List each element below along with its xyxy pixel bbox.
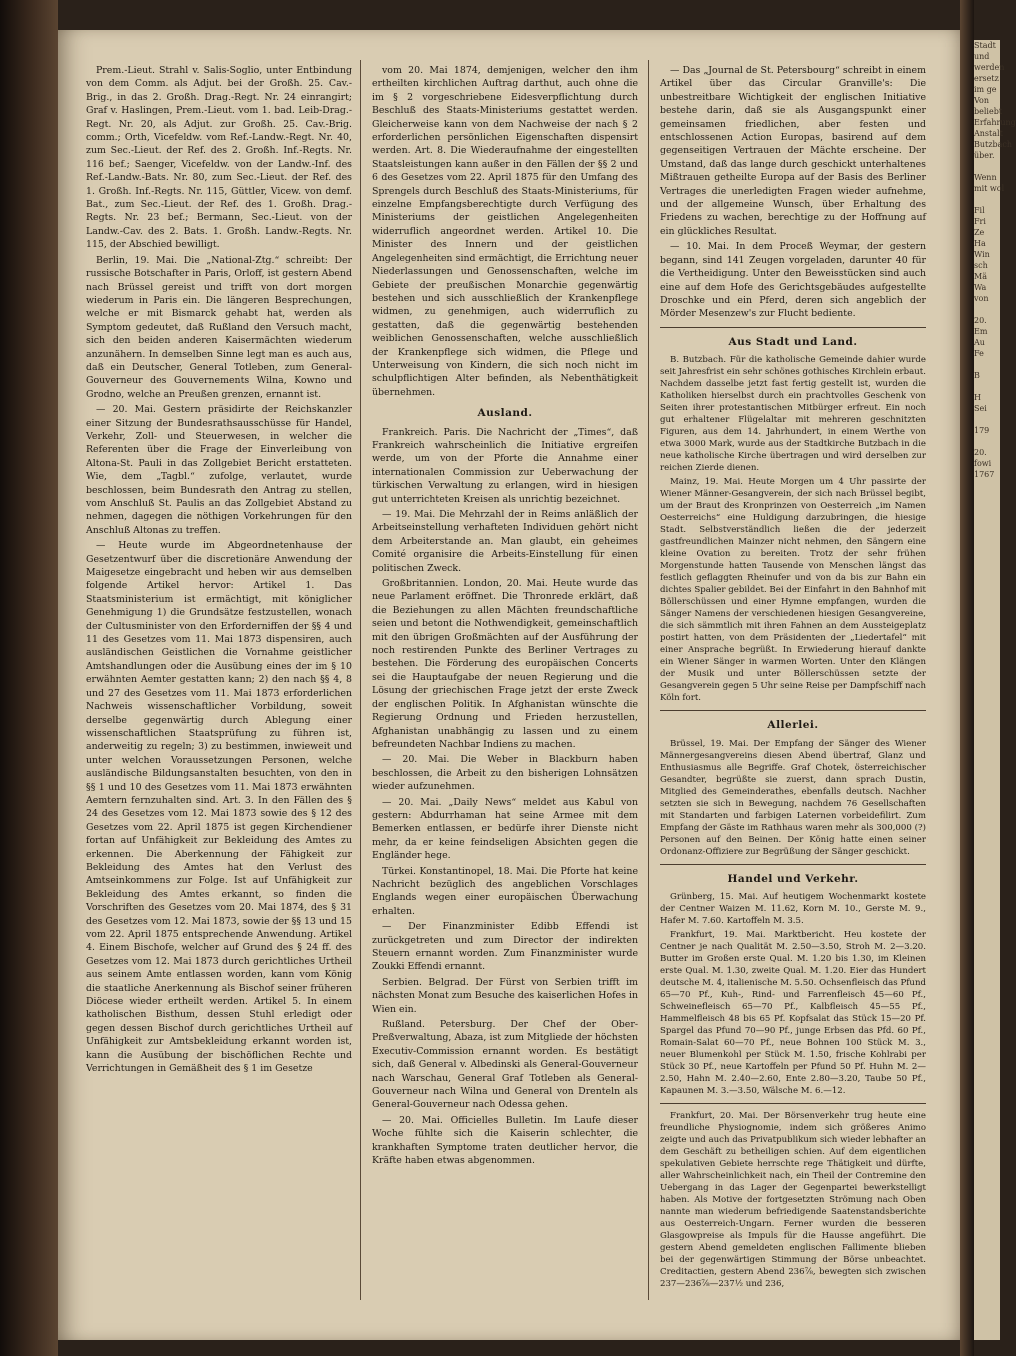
adjacent-page-fragment: Fe (974, 349, 984, 358)
paragraph: — 20. Mai. „Daily News“ meldet aus Kabul von gestern: Abdurrhaman hat seine Armee mit dem Bemerken entlassen, er bedürfe ihrer Dienste nicht mehr, da er keine feindseligen Absichten gegen die Engländer hege. (372, 796, 638, 862)
adjacent-page-fragment: Ha (974, 239, 986, 248)
adjacent-page-fragment: Anstalt (974, 129, 1003, 138)
adjacent-page-fragment: 20. (974, 448, 987, 457)
column-rule (648, 60, 649, 1300)
trade-news (660, 891, 926, 1290)
adjacent-page-fragment: Win (974, 250, 990, 259)
adjacent-page-fragment: Mä (974, 272, 987, 281)
column-rule (360, 60, 361, 1300)
paragraph: B. Butzbach. Für die katholische Gemeinde dahier wurde seit Jahresfrist ein sehr schönes gothisches Kirchlein erbaut. Nachdem dasselbe jetzt fast fertig gestellt ist, wurden die Katholiken hierselbst durch ein prachtvolles Geschenk von Seiten ihrer protestantischen Mitbürger erfreut. Ein noch gut erhaltener Flügelaltar mit mehreren geschnitzten Figuren, aus dem 14. Jahrhundert, in einem Werthe von etwa 3000 Mark, wurde aus der Stadtkirche Butzbach in die neue katholische Kirche übertragen und wird derselben zur reichen Zierde dienen. (660, 355, 926, 474)
section-heading-handel: Handel und Verkehr. (727, 872, 859, 885)
paragraph: Grünberg, 15. Mai. Auf heutigem Wochenmarkt kostete der Centner Waizen M. 11.62, Korn M. 10., Gerste M. 9., Hafer M. 7.60. Kartoffeln M. 3.5. (660, 891, 926, 926)
paragraph: Großbritannien. London, 20. Mai. Heute wurde das neue Parlament eröffnet. Die Thronrede erklärt, daß die Beziehungen zu allen Mächten freundschaftliche seien und betont die Nothwendigkeit, gemeinschaftlich mit den übrigen Großmächten auf der Ausführung der noch restirenden Punkte des Berliner Vertrages zu bestehen. Die Förderung des europäischen Concerts sei die Hauptaufgabe der neuen Regierung und die Lösung der griechischen Frage jetzt der erste Zweck der englischen Politik. In Afghanistan wünschte die Regierung Ordnung und Frieden herzustellen, Afghanistan unabhängig zu lassen und zu einem befreundeten Nachbar Indiens zu machen. (372, 578, 638, 750)
column-3 (660, 64, 926, 1300)
adjacent-page-fragment (974, 359, 1000, 370)
adjacent-page-edge (974, 40, 1016, 1340)
adjacent-page-fragment: fowi (974, 459, 992, 468)
adjacent-page-fragment (974, 436, 1000, 447)
page-gutter (960, 0, 974, 1356)
adjacent-page-fragment: und (974, 52, 990, 61)
adjacent-page-fragment: Ze (974, 228, 985, 237)
paragraph: Frankreich. Paris. Die Nachricht der „Times“, daß Frankreich wahrscheinlich die Initiative ergreifen werde, um von der Pforte die Annahme einer internationalen Commission zur Ueberwachung der türkischen Verwaltung zu erlangen, wird in hiesigen gut unterrichteten Kreisen als unrichtig bezeichnet. (372, 426, 638, 505)
adjacent-page-fragment: ersetz (974, 74, 999, 83)
adjacent-page-fragment: beliebt (974, 107, 1003, 116)
paragraph: — Heute wurde im Abgeordnetenhause der Gesetzentwurf über die discretionäre Anwendung der Maigesetze eingebracht und heben wir aus demselben folgende Artikel hervor: Artikel 1. Das Staatsministerium ist ermächtigt, mit königlicher Genehmigung 1) die Grundsätze festzustellen, wonach der Cultusminister von den Erforderniffen der §§ 4 und 11 des Gesetzes vom 11. Mai 1873 dispensiren, auch ausländischen Geistlichen die Vornahme geistlicher Amtshandlungen oder die Ausübung eines der im § 10 erwähnten Aemter gestatten kann; 2) den nach §§ 4, 8 und 27 des Gesetzes vom 11. Mai 1873 erforderlichen Nachweis wissenschaftlicher Vorbildung, soweit derselbe gegenwärtig durch Ablegung einer wissenschaftlichen Staatsprüfung zu führen ist, anderweitig zu regeln; 3) zu bestimmen, inwieweit und unter welchen Voraussetzungen Personen, welche ausländische Bildungsanstalten besuchten, von den in §§ 1 und 10 des Gesetzes vom 11. Mai 1873 erwähnten Aemtern fernzuhalten sind. Art. 3. In den Fällen des § 24 des Gesetzes vom 12. Mai 1873 sowie des § 12 des Gesetzes vom 22. April 1875 ist gegen Kirchendiener fortan auf Unfähigkeit zur Bekleidung des Amtes zu erkennen. Die Aberkennung der Fähigkeit zur Bekleidung des Amtes hat den Verlust des Amtseinkommens zur Folge. Ist auf Unfähigkeit zur Bekleidung des Amtes erkannt, so finden die Vorschriften des Gesetzes vom 20. Mai 1874, des § 31 des Gesetzes vom 12. Mai 1873, sowie der §§ 13 und 15 vom 22. April 1875 entsprechende Anwendung. Artikel 4. Einem Bischofe, welcher auf Grund des § 24 ff. des Gesetzes vom 12. Mai 1873 durch gerichtliches Urtheil aus seinem Amte entlassen worden, kann vom König die staatliche Anerkennung als Bischof seiner früheren Diöcese wieder ertheilt werden. Artikel 5. In einem katholischen Bisthum, dessen Stuhl erledigt oder gegen dessen Bischof durch gerichtliches Urtheil auf Unfähigkeit zur Amtsbekleidung erkannt worden ist, kann die Ausübung der bischöflichen Rechte und Verrichtungen in Gemäßheit des § 1 im Gesetze (86, 540, 352, 1075)
adjacent-page-fragment: Em (974, 327, 988, 336)
paragraph: Berlin, 19. Mai. Die „National-Ztg.“ schreibt: Der russische Botschafter in Paris, Orloff, ist gestern Abend nach Brüssel gereist und trifft von dort morgen wiederum in Paris ein. Die längeren Besprechungen, welche er mit Bismarck gehabt hat, werden als Symptom gedeutet, daß Rußland den Versuch macht, sich den beiden anderen Kaisermächten wiederum anzunähern. In demselben Sinne legt man es auch aus, daß ein Deutscher, General Totleben, zum General-Gouverneur des Gouvernements Wilna, Kowno und Grodno, welche an Preußen grenzen, ernannt ist. (86, 254, 352, 400)
paragraph: — 19. Mai. Die Mehrzahl der in Reims anläßlich der Arbeitseinstellung verhafteten Individuen gehört nicht dem Arbeiterstande an. Man glaubt, ein geheimes Comité organisire die Arbeits-Einstellung für einen politischen Zweck. (372, 509, 638, 574)
paragraph: Türkei. Konstantinopel, 18. Mai. Die Pforte hat keine Nachricht bezüglich des angeblichen Vorschlages Englands wegen einer europäischen Überwachung erhalten. (372, 865, 638, 917)
adjacent-page-fragment (974, 414, 1000, 425)
paragraph: — Der Finanzminister Edibb Effendi ist zurückgetreten und zum Director der indirekten Steuern ernannt worden. Zum Finanzminister wurde Zoukki Effendi ernannt. (372, 921, 638, 973)
paragraph: Mainz, 19. Mai. Heute Morgen um 4 Uhr passirte der Wiener Männer-Gesangverein, der sich nach Brüssel begibt, um der Braut des Kronprinzen von Oesterreich „im Namen Oesterreichs“ eine Huldigung darzubringen, die hiesige Stadt. Selbstverständlich ließen die der jederzeit gastfreundlichen Mainzer nicht nehmen, den Sängern eine kleine Ovation zu bereiten. Trotz der sehr frühen Morgenstunde hatten Tausende von Menschen längst das festlich geflaggten Rheinufer und von da bis zur Bahn ein dichtes Spalier gebildet. Bei der Einfahrt in den Bahnhof mit Böllerschüssen und einer Hymne empfangen, wurden die Sänger Namens der verschiedenen hiesigen Gesangvereine, die sich sämmtlich mit ihren Fahnen an dem Aussteigeplatz postirt hatten, von dem Präsidenten der „Liedertafel“ mit einer Ansprache begrüßt. In Erwiederung hierauf dankte ein Wiener Sänger in warmen Worten. Unter den Klängen der Musik und unter Böllerschüssen setzte der Gesangverein gegen 5 Uhr seine Reise per Dampfschiff nach Köln fort. (660, 477, 926, 704)
divider (660, 1103, 926, 1104)
section-heading-ausland: Ausland. (477, 407, 533, 420)
paragraph: Rußland. Petersburg. Der Chef der Ober-Preßverwaltung, Abaza, ist zum Mitgliede der höchsten Executiv-Commission ernannt worden. Es bestätigt sich, daß General v. Albedinski als General-Gouverneur nach Warschau, General Graf Totleben als General-Gouverneur nach Wilna und General von Drenteln als General-Gouverneur nach Odessa gehen. (372, 1019, 638, 1111)
paragraph: — 20. Mai. Gestern präsidirte der Reichskanzler einer Sitzung der Bundesrathsausschüsse für Handel, Verkehr, Zoll- und Steuerwesen, in welcher die Referenten über die Frage der Einverleibung von Altona-St. Pauli in das Zollgebiet Bericht erstatteten. Wie, dem „Tagbl.“ zufolge, verlautet, wurde beschlossen, beim Bundesrath den Antrag zu stellen, vom Anschluß St. Paulis an das Zollgebiet Abstand zu nehmen, dagegen die nöthigen Vorkehrungen für den Anschluß Altonas zu treffen. (86, 404, 352, 536)
adjacent-page-fragment: 20. (974, 316, 987, 325)
local-news (660, 354, 926, 704)
paragraph: Prem.-Lieut. Strahl v. Salis-Soglio, unter Entbindung von dem Comm. als Adjut. bei der Großh. 25. Cav.-Brig., in das 2. Großh. Drag.-Regt. Nr. 24 einrangirt; Graf v. Haslingen, Prem.-Lieut. vom 1. bad. Leib-Drag.-Regt. Nr. 20, als Adjut. zur Großh. 25. Cav.-Brig. comm.; Orth, Vicefeldw. vom Ref.-Landw.-Regt. Nr. 40, zum Sec.-Lieut. der Ref. des 2. Großh. Inf.-Regts. Nr. 116 bef.; Saenger, Vicefeldw. von der Landw.-Inf. des Ref.-Landw.-Bats. Nr. 80, zum Sec.-Lieut. der Ref. des 1. Großh. Inf.-Regts. Nr. 115, Güttler, Vicew. von demf. Bat., zum Sec.-Lieut. der Ref. des 1. Großh. Drag.-Regts. Nr. 23 bef.; Bermann, Sec.-Lieut. von der Landw.-Cav. des 2. Bats. 1. Großh. Landw.-Regts. Nr. 115, der Abschied bewilligt. (86, 65, 352, 251)
newspaper-page (58, 30, 960, 1340)
miscellany (660, 738, 926, 858)
column-1 (86, 64, 352, 1300)
adjacent-page-fragment: Erfahrung (974, 118, 1016, 127)
paragraph: Frankfurt, 19. Mai. Marktbericht. Heu kostete der Centner je nach Qualität M. 2.50—3.50, Stroh M. 2—3.20. Butter im Großen erste Qual. M. 1.20 bis 1.30, im Kleinen erste Qual. M. 1.30, zweite Qual. M. 1.20. Eier das Hundert deutsche M. 4, italienische M. 5.50. Ochsenfleisch das Pfund 65—70 Pf., Kuh-, Rind- und Farrenfleisch 45—60 Pf., Schweinefleisch 65—70 Pf., Kalbfleisch 45—55 Pf., Hammelfleisch 48 bis 65 Pf. Kopfsalat das Stück 15—20 Pf. Spargel das Pfund 70—90 Pf., junge Erbsen das Pfd. 60 Pf., Romain-Salat 60—70 Pf., neue Bohnen 100 Stück M. 3., neuer Blumenkohl per Stück M. 1.50, frische Kohlrabi per Stück 30 Pf., neue Kartoffeln per Pfund 50 Pf. Huhn M. 2—2.50, Hahn M. 2.40—2.60, Ente 2.80—3.20, Taube 50 Pf., Kapaunen M. 3.—3.50, Wälsche M. 6.—12. (660, 929, 926, 1096)
adjacent-page-fragment: von (974, 294, 989, 303)
adjacent-page-fragment (974, 194, 1000, 205)
paragraph: Frankfurt, 20. Mai. Der Börsenverkehr trug heute eine freundliche Physiognomie, indem sich größeres Animo zeigte und auch das Privatpublikum sich wieder lebhafter an dem Geschäft zu betheiligen schien. Auf dem eigentlichen spekulativen Gebiete herrschte rege Thätigkeit und dürfte, aller Wahrscheinlichkeit nach, ein Theil der Contremine den Uebergang in das Lager der Gegenpartei bewerkstelligt haben. Als Motive der fortgesetzten Strömung nach Oben nannte man wiederum befriedigende Saatenstandsberichte aus Oesterreich-Ungarn. Ferner wurden die besseren Glasgowpreise als Impuls für die Hausse angeführt. Die gestern Abend gemeldeten englischen Fallimente blieben bei der gegenwärtigen Stimmung der Börse unbeachtet. Creditactien, gestern Abend 236⅞, bewegten sich zwischen 237—236⅞—237½ und 236, (660, 1110, 926, 1289)
adjacent-page-fragment: Wa (974, 283, 987, 292)
adjacent-page-fragment: 1767 (974, 470, 995, 479)
divider (660, 864, 926, 865)
adjacent-page-fragment: Von (974, 96, 990, 105)
adjacent-page-fragment: werden (974, 63, 1005, 72)
column-2 (372, 64, 638, 1300)
divider (660, 327, 926, 328)
adjacent-page-fragment: Fil (974, 206, 985, 215)
adjacent-page-fragment: Au (974, 338, 985, 347)
adjacent-page-fragment: mit wol (974, 184, 1005, 193)
book-binding (0, 0, 58, 1356)
paragraph: — Das „Journal de St. Petersbourg“ schreibt in einem Artikel über das Circular Granville's: Die unbestreitbare Wichtigkeit der englischen Initiative bestehe darin, daß sie als Ausgangspunkt einer gemeinsamen friedlichen, aber festen und entschlossenen Action Europas, basirend auf dem gegenseitigen Vertrauen der Mächte erscheine. Der Umstand, daß das lange durch geschickt unterhaltenes Mißtrauen getheilte Europa auf der Basis des Berliner Vertrages die unerledigten Fragen wieder aufnehme, und der allgemeine Wunsch, über Erhaltung des Friedens zu wachen, berechtige zu der Hoffnung auf ein glückliches Resultat. (660, 65, 926, 237)
adjacent-page-fragment (974, 161, 1000, 172)
adjacent-page-fragment: Stadt (974, 41, 996, 50)
adjacent-page-fragment: Sei (974, 404, 987, 413)
adjacent-page-fragment (974, 381, 1000, 392)
adjacent-page-fragment: Butzbach (974, 140, 1012, 149)
adjacent-page-fragment: Fri (974, 217, 986, 226)
adjacent-page-fragment: Wenn (974, 173, 997, 182)
section-heading-allerlei: Allerlei. (767, 719, 819, 732)
divider (660, 710, 926, 711)
paragraph: — 20. Mai. Die Weber in Blackburn haben beschlossen, die Arbeit zu den bisherigen Lohnsätzen wieder aufzunehmen. (372, 754, 638, 793)
paragraph: vom 20. Mai 1874, demjenigen, welcher den ihm ertheilten kirchlichen Auftrag darthut, auch ohne die im § 2 vorgeschriebene Eidesverpflichtung durch Beschluß des Staats-Ministeriums gestattet werden. Gleicherweise kann von dem Nachweise der nach § 2 erforderlichen persönlichen Eigenschaften dispensirt werden. Art. 8. Die Wiederaufnahme der eingestellten Staatsleistungen kann außer in den Fällen der §§ 2 und 6 des Gesetzes vom 22. April 1875 für den Umfang des Sprengels durch Beschluß des Staats-Ministeriums, für einzelne Empfangsberechtigte durch Verfügung des Ministeriums der geistlichen Angelegenheiten widerruflich angeordnet werden. Artikel 10. Die Minister des Innern und der geistlichen Angelegenheiten sind ermächtigt, die Errichtung neuer Niederlassungen und Genossenschaften, welche im Gebiete der preußischen Monarchie gegenwärtig bestehen und sich ausschließlich der Krankenpflege widmen, zu genehmigen, auch widerruflich zu gestatten, daß die gegenwärtig bestehenden weiblichen Genossenschaften, welche ausschließlich der Krankenpflege sich widmen, die Pflege und Unterweisung von Kindern, die sich noch nicht im schulpflichtigen Alter befinden, als Nebenthätigkeit übernehmen. (372, 65, 638, 398)
paragraph: — 10. Mai. In dem Proceß Weymar, der gestern begann, sind 141 Zeugen vorgeladen, darunter 40 für die Vertheidigung. Unter den Beweisstücken sind auch eine auf dem Hofe des Gerichtsgebäudes aufgestellte Droschke und ein Pferd, deren sich angeblich der Mörder Mesenzew's zur Flucht bediente. (660, 241, 926, 320)
paragraph: Serbien. Belgrad. Der Fürst von Serbien trifft im nächsten Monat zum Besuche des kaiserlichen Hofes in Wien ein. (372, 976, 638, 1015)
adjacent-page-fragment (974, 304, 1000, 315)
adjacent-page-fragment: 179 (974, 426, 990, 435)
adjacent-page-fragment: im ge (974, 85, 997, 94)
paragraph: Brüssel, 19. Mai. Der Empfang der Sänger des Wiener Männergesangvereins diesen Abend übertraf, Glanz und Enthusiasmus alle Begriffe. Graf Chotek, österreichischer Gesandter, begrüßte sie zuerst, dann sprach Dustin, Mitglied des Gemeinderathes, ebenfalls deutsch. Nachher setzten sie sich in Bewegung, nachdem 76 Gesellschaften mit Standarten und farbigen Laternen vorbeidefilirt. Zum Empfang der Gäste im Rathhaus waren mehr als 300,000 (?) Personen auf den Beinen. Der König hatte einen seiner Ordonanz-Offiziere zur Begrüßung der Sänger geschickt. (660, 738, 926, 857)
adjacent-page-fragment: sch (974, 261, 988, 270)
adjacent-page-fragment: B (974, 371, 980, 380)
adjacent-page-fragment: über. (974, 151, 995, 160)
paragraph: — 20. Mai. Officielles Bulletin. Im Laufe dieser Woche fühlte sich die Kaiserin schlechter, die krankhaften Symptome traten deutlicher hervor, die Kräfte haben etwas abgenommen. (372, 1114, 638, 1167)
section-heading-stadt-land: Aus Stadt und Land. (728, 335, 858, 348)
adjacent-page-fragment: H (974, 393, 981, 402)
